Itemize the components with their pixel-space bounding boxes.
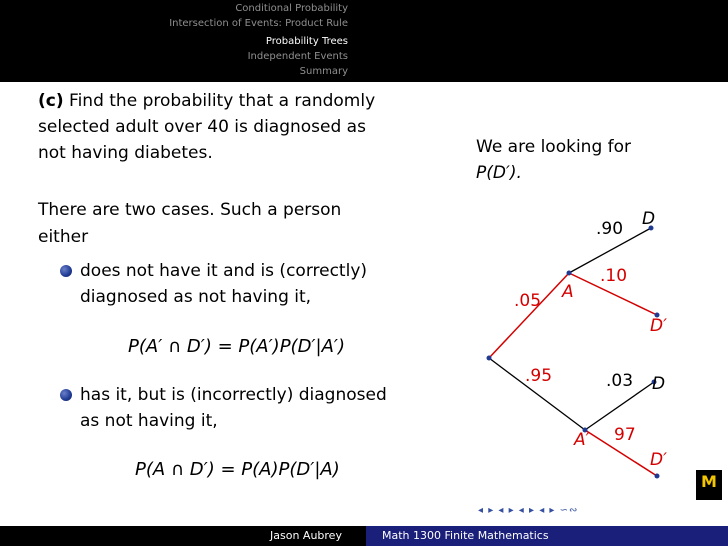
edge-root-A	[489, 273, 569, 358]
leaf-Dprime-2	[655, 474, 660, 479]
nav-item-probability-trees[interactable]: Probability Trees	[265, 36, 348, 47]
footer-course-bar	[366, 526, 728, 546]
question-text-1: Find the probability that a randomly	[63, 91, 376, 111]
question-line-3: not having diabetes.	[38, 143, 213, 163]
looking-line-2: P(D′).	[476, 163, 522, 183]
footer-course: Math 1300 Finite Mathematics	[382, 529, 549, 542]
logo-letter: M	[701, 472, 717, 491]
nav-item-product-rule[interactable]: Intersection of Events: Product Rule	[169, 18, 348, 29]
formula-1: P(A′ ∩ D′) = P(A′)P(D′|A′)	[128, 336, 346, 357]
prob-A-D: .90	[596, 219, 624, 239]
label-leaf-D-2: D	[652, 374, 666, 394]
bullet-1-line-1: does not have it and is (correctly)	[80, 261, 368, 281]
nav-item-summary[interactable]: Summary	[299, 66, 348, 77]
cases-line-1: There are two cases. Such a person	[38, 200, 342, 220]
bullet-2-line-1: has it, but is (incorrectly) diagnosed	[80, 385, 387, 405]
label-node-Aprime: A′	[574, 430, 590, 450]
label-node-A: A	[562, 282, 574, 302]
cases-line-2: either	[38, 227, 89, 247]
prob-Aprime-Dprime: 97	[614, 425, 636, 445]
bullet-1-line-2: diagnosed as not having it,	[80, 287, 312, 307]
university-logo	[696, 470, 722, 500]
node-A	[567, 271, 572, 276]
formula-2: P(A ∩ D′) = P(A)P(D′|A)	[135, 459, 340, 480]
question-line-2: selected adult over 40 is diagnosed as	[38, 117, 366, 137]
root-node	[487, 356, 492, 361]
slide-nav-controls[interactable]: ◂ ▸ ◂ ▸ ◂ ▸ ◂ ▸ ∽∾	[478, 505, 579, 516]
prob-Aprime-D: .03	[606, 371, 634, 391]
label-leaf-D-1: D	[642, 209, 656, 229]
bullet-2-line-2: as not having it,	[80, 411, 218, 431]
prob-root-Aprime: .95	[525, 366, 553, 386]
footer-author: Jason Aubrey	[270, 529, 342, 542]
prob-root-A: .05	[514, 291, 542, 311]
question-prefix: (c)	[38, 91, 64, 111]
footer-author-bar	[0, 526, 366, 546]
nav-item-conditional-probability[interactable]: Conditional Probability	[235, 3, 348, 14]
prob-A-Dprime: .10	[600, 266, 628, 286]
nav-item-independent-events[interactable]: Independent Events	[247, 51, 348, 62]
looking-line-1: We are looking for	[476, 137, 632, 157]
label-leaf-Dprime-2: D′	[650, 450, 667, 470]
label-leaf-Dprime-1: D′	[650, 316, 667, 336]
